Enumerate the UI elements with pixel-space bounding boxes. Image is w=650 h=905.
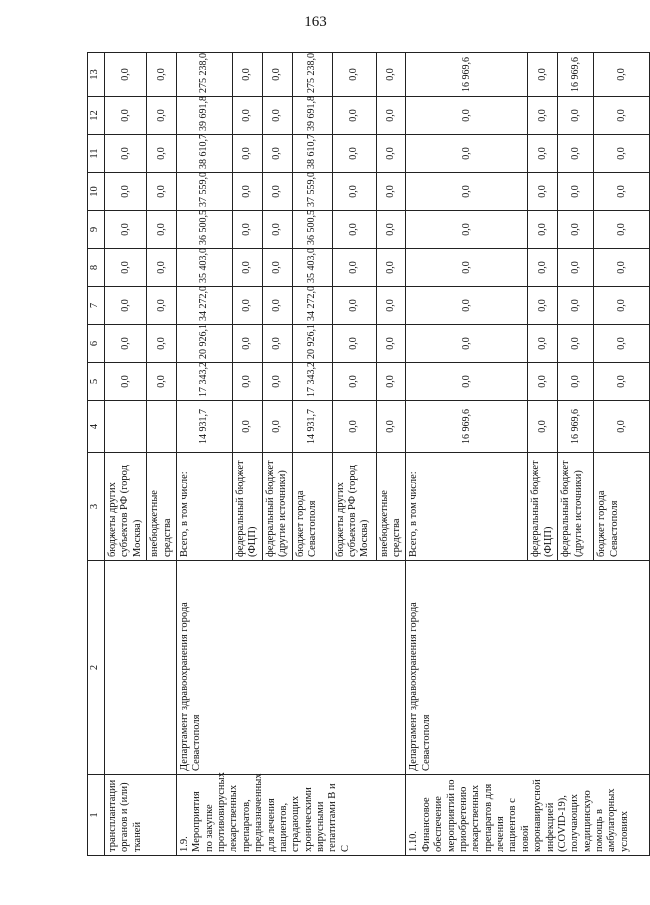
value-cell: 0,0 [147, 249, 177, 287]
value-cell: 0,0 [376, 97, 406, 135]
value-cell: 36 500,5 [176, 211, 232, 249]
value-cell: 0,0 [376, 401, 406, 453]
value-cell: 0,0 [105, 363, 147, 401]
value-cell: 39 691,8 [176, 97, 232, 135]
value-cell: 0,0 [594, 249, 650, 287]
measure-name-cell: 1.9. Мероприятия по закупке противовирусных лекарственных препаратов, предназначенных для лечения пациентов, страдающих хроническими вирусными гепатитами В и С [176, 775, 406, 856]
value-cell: 0,0 [232, 363, 262, 401]
value-cell: 275 238,0 [176, 53, 232, 97]
table-row [406, 53, 528, 856]
executor-cell: Департамент здравоохранения города Севастополя [406, 561, 650, 775]
value-cell: 37 559,0 [176, 173, 232, 211]
value-cell: 0,0 [376, 173, 406, 211]
value-cell: 0,0 [528, 287, 558, 325]
value-cell: 0,0 [105, 97, 147, 135]
value-cell: 34 272,0 [292, 287, 332, 325]
value-cell: 14 931,7 [292, 401, 332, 453]
value-cell: 0,0 [262, 325, 292, 363]
value-cell: 0,0 [262, 287, 292, 325]
column-number: 11 [88, 135, 105, 173]
value-cell: 38 610,7 [176, 135, 232, 173]
column-number: 5 [88, 363, 105, 401]
column-number: 3 [88, 453, 105, 561]
value-cell: 0,0 [332, 135, 376, 173]
value-cell: 16 969,6 [406, 401, 528, 453]
value-cell: 0,0 [105, 53, 147, 97]
value-cell: 0,0 [594, 173, 650, 211]
value-cell: 0,0 [232, 249, 262, 287]
value-cell: 35 403,0 [292, 249, 332, 287]
value-cell: 0,0 [376, 363, 406, 401]
value-cell: 16 969,6 [406, 53, 528, 97]
value-cell: 0,0 [332, 249, 376, 287]
value-cell: 0,0 [594, 211, 650, 249]
column-number: 13 [88, 53, 105, 97]
rotated-table-frame [87, 53, 630, 856]
funding-source-cell: федеральный бюджет (ФЦП) [528, 453, 558, 561]
column-number: 8 [88, 249, 105, 287]
blank-cell [147, 401, 177, 453]
value-cell: 0,0 [232, 97, 262, 135]
value-cell: 0,0 [376, 325, 406, 363]
value-cell: 0,0 [232, 325, 262, 363]
value-cell: 0,0 [147, 135, 177, 173]
column-number: 9 [88, 211, 105, 249]
value-cell: 0,0 [406, 97, 528, 135]
funding-source-cell: федеральный бюджет (другие источники) [262, 453, 292, 561]
value-cell: 0,0 [528, 135, 558, 173]
value-cell: 0,0 [332, 287, 376, 325]
funding-source-cell: внебюджетные средства [147, 453, 177, 561]
value-cell: 0,0 [332, 173, 376, 211]
column-number: 10 [88, 173, 105, 211]
value-cell: 0,0 [262, 173, 292, 211]
column-number: 7 [88, 287, 105, 325]
value-cell: 0,0 [528, 173, 558, 211]
value-cell: 39 691,8 [292, 97, 332, 135]
value-cell: 0,0 [558, 287, 594, 325]
value-cell: 0,0 [262, 211, 292, 249]
value-cell: 0,0 [147, 211, 177, 249]
value-cell: 0,0 [406, 135, 528, 173]
funding-source-cell: федеральный бюджет (другие источники) [558, 453, 594, 561]
value-cell: 17 343,2 [176, 363, 232, 401]
value-cell: 0,0 [147, 53, 177, 97]
funding-source-cell: внебюджетные средства [376, 453, 406, 561]
table-body [105, 53, 650, 856]
value-cell: 0,0 [558, 173, 594, 211]
value-cell: 0,0 [332, 363, 376, 401]
value-cell: 0,0 [376, 249, 406, 287]
value-cell: 0,0 [558, 325, 594, 363]
value-cell: 0,0 [558, 135, 594, 173]
value-cell: 0,0 [594, 401, 650, 453]
value-cell: 0,0 [262, 401, 292, 453]
value-cell: 0,0 [594, 325, 650, 363]
value-cell: 16 969,6 [558, 401, 594, 453]
value-cell: 14 931,7 [176, 401, 232, 453]
value-cell: 0,0 [105, 173, 147, 211]
value-cell: 0,0 [332, 325, 376, 363]
value-cell: 0,0 [332, 211, 376, 249]
value-cell: 0,0 [406, 287, 528, 325]
value-cell: 0,0 [232, 401, 262, 453]
table-row [176, 53, 232, 856]
value-cell: 0,0 [147, 173, 177, 211]
value-cell: 0,0 [232, 211, 262, 249]
value-cell: 0,0 [262, 53, 292, 97]
value-cell: 0,0 [262, 97, 292, 135]
value-cell: 0,0 [262, 363, 292, 401]
value-cell: 0,0 [232, 53, 262, 97]
funding-source-cell: бюджет города Севастополя [594, 453, 650, 561]
value-cell: 0,0 [594, 53, 650, 97]
rotated-table-container [87, 53, 630, 856]
value-cell: 0,0 [528, 97, 558, 135]
value-cell: 0,0 [528, 325, 558, 363]
value-cell: 0,0 [594, 287, 650, 325]
value-cell: 0,0 [528, 211, 558, 249]
funding-source-cell: Всего, в том числе: [176, 453, 232, 561]
funding-source-cell: Всего, в том числе: [406, 453, 528, 561]
column-number: 4 [88, 401, 105, 453]
value-cell: 0,0 [332, 53, 376, 97]
budget-table [87, 52, 650, 856]
value-cell: 0,0 [105, 287, 147, 325]
value-cell: 35 403,0 [176, 249, 232, 287]
value-cell: 0,0 [376, 211, 406, 249]
value-cell: 0,0 [147, 287, 177, 325]
value-cell: 0,0 [528, 363, 558, 401]
value-cell: 37 559,0 [292, 173, 332, 211]
value-cell: 0,0 [105, 135, 147, 173]
value-cell: 0,0 [105, 211, 147, 249]
value-cell: 0,0 [105, 249, 147, 287]
value-cell: 0,0 [147, 325, 177, 363]
value-cell: 0,0 [262, 249, 292, 287]
measure-name-cell: 1.10. Финансовое обеспечение мероприятий по приобретению лекарственных препаратов для лечения пациентов с новой коронавирусной инфекцией (COVID-19), получающих медицинскую помощь в амбулаторных условиях [406, 775, 650, 856]
value-cell: 0,0 [406, 249, 528, 287]
value-cell: 0,0 [558, 97, 594, 135]
value-cell: 0,0 [558, 363, 594, 401]
column-number: 1 [88, 775, 105, 856]
funding-source-cell: бюджеты других субъектов РФ (город Москва) [332, 453, 376, 561]
value-cell: 0,0 [528, 249, 558, 287]
value-cell: 38 610,7 [292, 135, 332, 173]
value-cell: 20 926,1 [292, 325, 332, 363]
measure-name-cell: трансплантации органов и (или) тканей [105, 775, 177, 856]
page-number: 163 [304, 14, 327, 30]
value-cell: 0,0 [262, 135, 292, 173]
value-cell: 0,0 [232, 135, 262, 173]
column-number: 12 [88, 97, 105, 135]
value-cell: 0,0 [528, 53, 558, 97]
value-cell: 0,0 [594, 363, 650, 401]
value-cell: 0,0 [376, 135, 406, 173]
value-cell: 0,0 [147, 363, 177, 401]
value-cell: 0,0 [406, 363, 528, 401]
funding-source-cell: федеральный бюджет (ФЦП) [232, 453, 262, 561]
value-cell: 0,0 [558, 249, 594, 287]
value-cell: 17 343,2 [292, 363, 332, 401]
value-cell: 36 500,5 [292, 211, 332, 249]
value-cell: 0,0 [406, 325, 528, 363]
funding-source-cell: бюджеты других субъектов РФ (город Москва) [105, 453, 147, 561]
value-cell: 0,0 [332, 401, 376, 453]
executor-cell: Департамент здравоохранения города Севастополя [176, 561, 406, 775]
value-cell: 0,0 [105, 325, 147, 363]
blank-cell [105, 401, 147, 453]
value-cell: 0,0 [232, 287, 262, 325]
executor-cell [105, 561, 177, 775]
value-cell: 0,0 [376, 287, 406, 325]
value-cell: 0,0 [594, 97, 650, 135]
column-number: 6 [88, 325, 105, 363]
value-cell: 0,0 [558, 211, 594, 249]
table-row [105, 53, 147, 856]
value-cell: 0,0 [147, 97, 177, 135]
value-cell: 0,0 [594, 135, 650, 173]
value-cell: 16 969,6 [558, 53, 594, 97]
column-number-row [88, 53, 105, 856]
value-cell: 20 926,1 [176, 325, 232, 363]
value-cell: 0,0 [406, 173, 528, 211]
value-cell: 0,0 [528, 401, 558, 453]
column-number: 2 [88, 561, 105, 775]
value-cell: 275 238,0 [292, 53, 332, 97]
value-cell: 0,0 [406, 211, 528, 249]
value-cell: 0,0 [332, 97, 376, 135]
value-cell: 0,0 [232, 173, 262, 211]
value-cell: 34 272,0 [176, 287, 232, 325]
value-cell: 0,0 [376, 53, 406, 97]
funding-source-cell: бюджет города Севастополя [292, 453, 332, 561]
